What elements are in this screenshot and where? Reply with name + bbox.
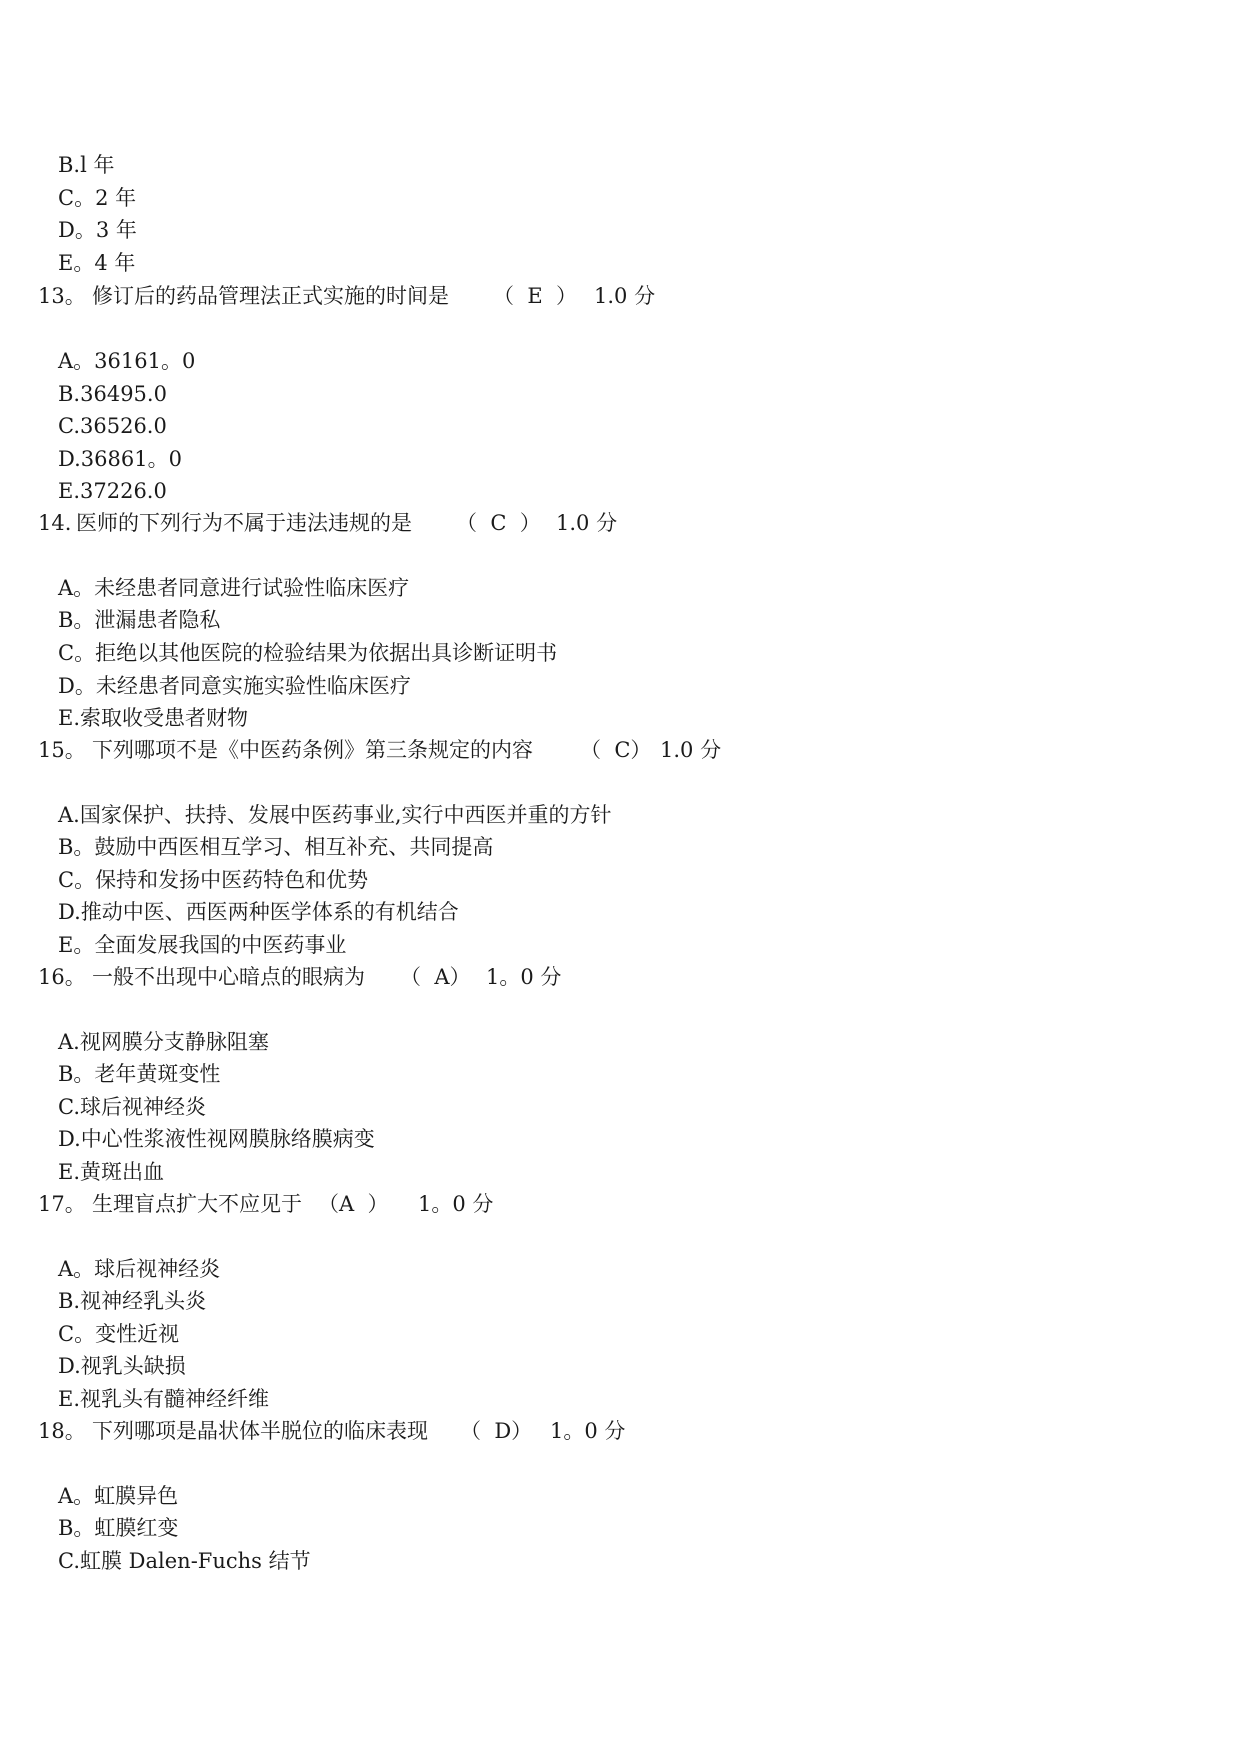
q13-option-d: D.36861。0 (58, 447, 182, 471)
question-number: 18。 (38, 1419, 86, 1443)
question-text: 一般不出现中心暗点的眼病为 (92, 965, 365, 989)
q13-option-c: C.36526.0 (58, 414, 167, 438)
question-answer: （A ） (318, 1192, 389, 1216)
q12-option-e: E。4 年 (58, 251, 136, 275)
q17-option-b: B.视神经乳头炎 (58, 1289, 207, 1313)
q15-option-c: C。保持和发扬中医药特色和优势 (58, 868, 369, 892)
question-answer: （ A） (400, 965, 471, 989)
q17-option-d: D.视乳头缺损 (58, 1354, 186, 1378)
question-score: 1.0 分 (594, 284, 656, 308)
q15-option-e: E。全面发展我国的中医药事业 (58, 933, 347, 957)
q17-option-a: A。球后视神经炎 (58, 1257, 221, 1281)
question-text: 下列哪项是晶状体半脱位的临床表现 (92, 1419, 428, 1443)
q16-option-e: E.黄斑出血 (58, 1160, 165, 1184)
q14-option-c: C。拒绝以其他医院的检验结果为依据出具诊断证明书 (58, 641, 558, 665)
question-score: 1.0 分 (660, 738, 722, 762)
question-number: 14. (38, 511, 72, 535)
q16-option-d: D.中心性浆液性视网膜脉络膜病变 (58, 1127, 375, 1151)
q15-option-d: D.推动中医、西医两种医学体系的有机结合 (58, 900, 459, 924)
question-score: 1.0 分 (556, 511, 618, 535)
question-text: 生理盲点扩大不应见于 (92, 1192, 302, 1216)
question-number: 13。 (38, 284, 86, 308)
q16-option-c: C.球后视神经炎 (58, 1095, 206, 1119)
question-answer: （ D） (460, 1419, 533, 1443)
question-answer: （ C ） (456, 511, 541, 535)
question-answer: （ E ） (493, 284, 578, 308)
question-score: 1。0 分 (550, 1419, 626, 1443)
q17-option-e: E.视乳头有髓神经纤维 (58, 1387, 270, 1411)
q16-option-b: B。老年黄斑变性 (58, 1062, 221, 1086)
q18-option-c: C.虹膜 Dalen-Fuchs 结节 (58, 1549, 311, 1573)
q15-option-a: A.国家保护、扶持、发展中医药事业,实行中西医并重的方针 (58, 803, 612, 827)
q17-option-c: C。变性近视 (58, 1322, 180, 1346)
q18-option-b: B。虹膜红变 (58, 1516, 179, 1540)
q14-option-d: D。未经患者同意实施实验性临床医疗 (58, 674, 411, 698)
question-text: 下列哪项不是《中医药条例》第三条规定的内容 (92, 738, 533, 762)
q12-option-d: D。3 年 (58, 218, 137, 242)
q12-option-c: C。2 年 (58, 186, 137, 210)
q18-option-a: A。虹膜异色 (58, 1484, 179, 1508)
question-answer: （ C） (580, 738, 652, 762)
q13-option-b: B.36495.0 (58, 382, 167, 406)
question-number: 16。 (38, 965, 86, 989)
q13-option-a: A。36161。0 (58, 349, 196, 373)
q14-option-a: A。未经患者同意进行试验性临床医疗 (58, 576, 410, 600)
question-number: 15。 (38, 738, 86, 762)
q13-option-e: E.37226.0 (58, 479, 167, 503)
q16-option-a: A.视网膜分支静脉阻塞 (58, 1030, 269, 1054)
q15-option-b: B。鼓励中西医相互学习、相互补充、共同提高 (58, 835, 494, 859)
q14-option-b: B。泄漏患者隐私 (58, 608, 221, 632)
question-score: 1。0 分 (486, 965, 562, 989)
question-score: 1。0 分 (418, 1192, 494, 1216)
q14-option-e: E.索取收受患者财物 (58, 706, 249, 730)
question-text: 医师的下列行为不属于违法违规的是 (76, 511, 412, 535)
question-number: 17。 (38, 1192, 86, 1216)
question-text: 修订后的药品管理法正式实施的时间是 (92, 284, 449, 308)
q12-option-b: B.l 年 (58, 153, 115, 177)
